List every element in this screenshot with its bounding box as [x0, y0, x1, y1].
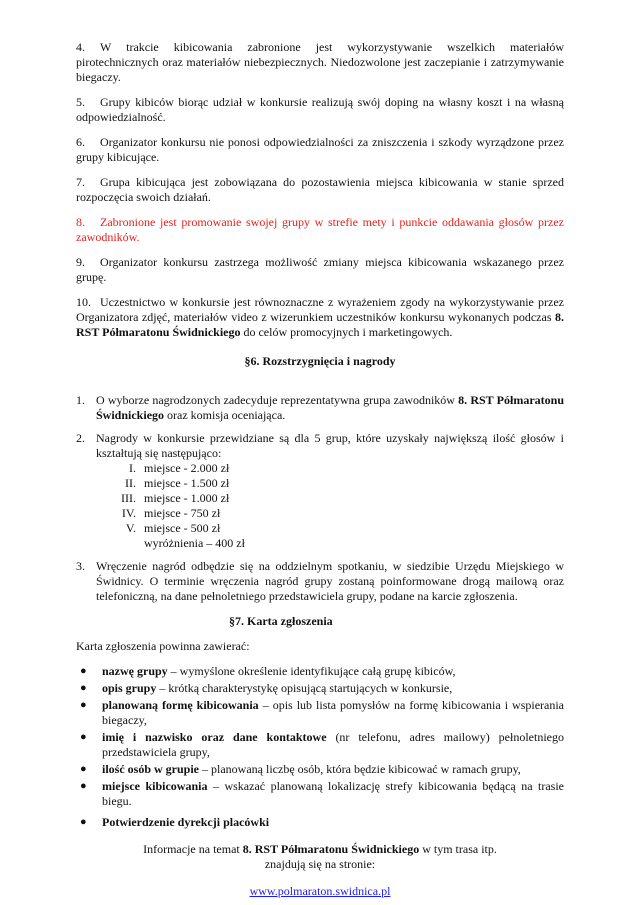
form-requirements-list — [76, 664, 564, 830]
rule-number: 8. — [76, 215, 85, 229]
item-number: 2. — [76, 431, 85, 445]
place-rank: III. — [121, 491, 136, 505]
place-prize: miejsce - 1.000 zł — [144, 491, 230, 505]
place-rank: V. — [125, 521, 136, 535]
item-number: 3. — [76, 559, 85, 573]
rule-number: 9. — [76, 255, 85, 269]
place-prize: miejsce - 1.500 zł — [144, 476, 230, 490]
bullet-icon: ● — [80, 763, 87, 775]
distinctions-row — [96, 536, 564, 551]
footer-link-row — [76, 884, 564, 899]
event-name: 8. RST Półmaratonu Świdnickiego — [96, 393, 564, 422]
prizes-item-1 — [76, 393, 564, 423]
place-row — [96, 476, 564, 491]
bullet-icon: ● — [80, 780, 87, 792]
requirement-item — [76, 762, 564, 777]
rule-text: W trakcie kibicowania zabronione jest wykorzystywanie wszelkich materiałów pirotechnicznych oraz materiałów niebezpiecznych. Niedozwolone jest zaczepianie i zatrzymywanie biegaczy. — [76, 40, 564, 84]
requirement-desc: (nr telefonu, adres mailowy) pełnoletniego przedstawiciela grupy, — [102, 730, 564, 759]
prizes-item-2 — [76, 431, 564, 551]
requirement-label: ilość osób w grupie — [102, 762, 200, 776]
requirement-text — [102, 730, 564, 760]
requirement-desc: – wskazać planowaną lokalizację strefy kibicowania będącą na trasie biegu. — [102, 779, 565, 808]
rule-number: 4. — [76, 40, 85, 54]
website-link[interactable]: www.polmaraton.swidnica.pl — [249, 884, 391, 898]
section-7-heading: §7. Karta zgłoszenia — [229, 614, 333, 628]
item-text — [96, 431, 564, 551]
requirement-text — [102, 779, 564, 809]
requirement-item — [76, 681, 564, 696]
rule-text: Grupy kibiców biorąc udział w konkursie realizują swój doping na własny koszt i na własną odpowiedzialność. — [76, 95, 564, 124]
section-7-intro: Karta zgłoszenia powinna zawierać: — [76, 639, 250, 653]
requirement-text — [102, 762, 564, 777]
prizes-list — [76, 393, 564, 604]
requirement-item — [76, 664, 564, 679]
bullet-icon: ● — [80, 731, 87, 743]
rule-item — [76, 40, 564, 85]
bullet-icon: ● — [80, 699, 87, 711]
rule-text: Organizator konkursu nie ponosi odpowiedzialności za zniszczenia i szkody wyrządzone przez grupy kibicujące. — [76, 135, 564, 164]
item-text — [96, 393, 564, 423]
place-row — [96, 506, 564, 521]
place-row — [96, 461, 564, 476]
event-name: 8. RST Półmaratonu Świdnickiego — [76, 310, 565, 339]
rule-number: 10. — [76, 295, 91, 309]
rule-text: Uczestnictwo w konkursie jest równoznaczne z wyrażeniem zgody na wykorzystywanie przez Organizatora zdjęć, materiałów video z wizerunkiem uczestników konkursu wykonanych podczas — [76, 295, 564, 324]
rule-number: 6. — [76, 135, 85, 149]
requirement-item — [76, 730, 564, 760]
rule-text: Grupa kibicująca jest zobowiązana do pozostawienia miejsca kibicowania w stanie sprzed rozpoczęcia swoich działań. — [76, 175, 564, 204]
item-text-pre: O wyborze nagrodzonych zadecyduje reprezentatywna grupa zawodników — [96, 393, 455, 407]
document-page — [76, 40, 564, 899]
bullet-icon: ● — [80, 682, 87, 694]
places-list — [96, 461, 564, 551]
event-name: 8. RST Półmaratonu Świdnickiego — [242, 842, 420, 856]
rule-text-tail: do celów promocyjnych i marketingowych. — [243, 325, 453, 339]
section-6-heading: §6. Rozstrzygnięcia i nagrody — [244, 354, 396, 368]
requirement-text — [102, 698, 564, 728]
requirement-label: Potwierdzenie dyrekcji placówki — [102, 815, 270, 829]
requirement-label: opis grupy — [102, 681, 157, 695]
rule-text: Zabronione jest promowanie swojej grupy w strefie mety i punkcie oddawania głosów przez zawodników. — [76, 215, 564, 244]
requirement-desc: – wymyślone określenie identyfikujące całą grupę kibiców, — [170, 664, 456, 678]
rule-item — [76, 95, 564, 125]
requirement-label: imię i nazwisko oraz dane kontaktowe — [102, 730, 327, 744]
requirement-text — [102, 681, 564, 696]
rule-10 — [76, 295, 564, 340]
place-prize: miejsce - 750 zł — [144, 506, 221, 520]
footer-text-line2: znajdują się na stronie: — [264, 857, 376, 871]
item-text-body: Nagrody w konkursie przewidziane są dla 5 grup, które uzyskały największą ilość głosów i kształtują się następująco: — [96, 431, 564, 460]
requirement-desc: – planowaną liczbę osób, która będzie kibicować w ramach grupy, — [202, 762, 521, 776]
requirement-text — [102, 815, 564, 830]
requirement-label: miejsce kibicowania — [102, 779, 208, 793]
place-prize: miejsce - 500 zł — [144, 521, 221, 535]
footer-text-pre: Informacje na temat — [143, 842, 240, 856]
rule-item — [76, 175, 564, 205]
rule-number: 5. — [76, 95, 85, 109]
requirement-label: nazwę grupy — [102, 664, 168, 678]
footer-info — [76, 842, 564, 872]
place-rank: I. — [129, 461, 136, 475]
rule-item — [76, 255, 564, 285]
requirement-item — [76, 779, 564, 809]
bullet-icon: ● — [80, 816, 87, 828]
place-rank: II. — [125, 476, 136, 490]
distinctions-prize: wyróżnienia – 400 zł — [144, 536, 245, 550]
requirement-desc: – krótką charakterystykę opisującą startujących w konkursie, — [159, 681, 453, 695]
bullet-icon: ● — [80, 665, 87, 677]
requirement-label: planowaną formę kibicowania — [102, 698, 259, 712]
rule-number: 7. — [76, 175, 85, 189]
place-row — [96, 491, 564, 506]
rule-text: Organizator konkursu zastrzega możliwość zmiany miejsca kibicowania wskazanego przez grupę. — [76, 255, 564, 284]
place-prize: miejsce - 2.000 zł — [144, 461, 230, 475]
item-text: Wręczenie nagród odbędzie się na oddzielnym spotkaniu, w siedzibie Urzędu Miejskiego w Świdnicy. O terminie wręczenia nagród grupy zostaną poinformowane drogą mailową oraz telefoniczną, na dane pełnoletniego przedstawiciela grupy, podane na karcie zgłoszenia. — [96, 559, 564, 603]
rule-item — [76, 135, 564, 165]
requirement-item — [76, 698, 564, 728]
place-row — [96, 521, 564, 536]
footer-text-post: w tym trasa itp. — [422, 842, 497, 856]
requirement-text — [102, 664, 564, 679]
requirement-desc: – opis lub lista pomysłów na formę kibicowania i wspierania biegaczy, — [102, 698, 565, 727]
requirement-item — [76, 815, 564, 830]
rule-item — [76, 215, 564, 245]
item-text-post: oraz komisja oceniająca. — [167, 408, 286, 422]
prizes-item-3 — [76, 559, 564, 604]
item-number: 1. — [76, 393, 85, 407]
rules-list — [76, 40, 564, 285]
place-rank: IV. — [121, 506, 136, 520]
